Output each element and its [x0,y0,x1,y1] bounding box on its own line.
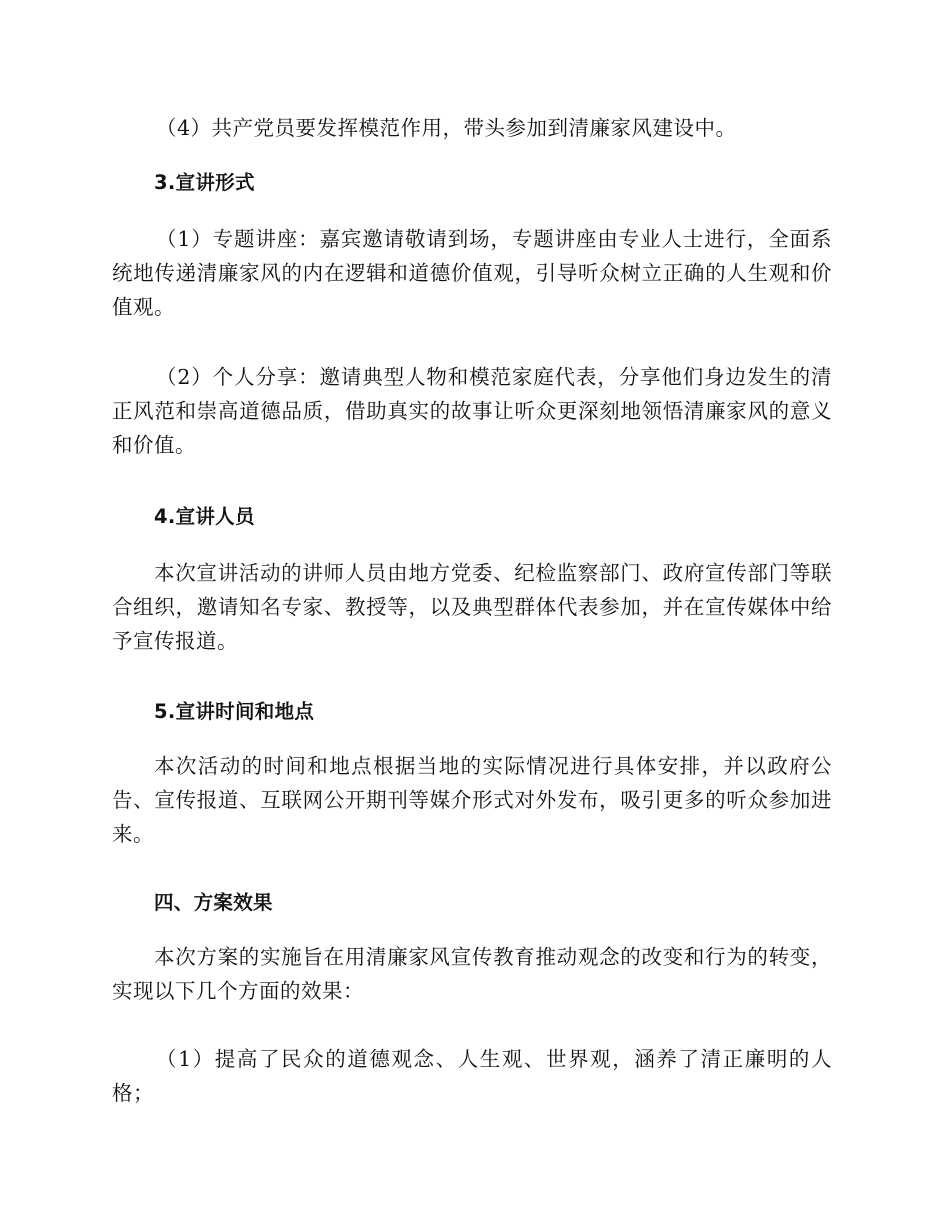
paragraph-effect-1: （1）提高了民众的道德观念、人生观、世界观，涵养了清正廉明的人格； [112,1047,832,1105]
paragraph-format-lecture: （1）专题讲座：嘉宾邀请敬请到场，专题讲座由专业人士进行，全面系统地传递清廉家风的内在逻辑和道德价值观，引导听众树立正确的人生观和价值观。 [112,227,832,319]
heading-time-location: 5.宣讲时间和地点 [154,700,315,723]
paragraph-time-location: 本次活动的时间和地点根据当地的实际情况进行具体安排，并以政府公告、宣传报道、互联网公开期刊等媒介形式对外发布，吸引更多的听众参加进来。 [112,754,832,846]
paragraph-plan-effect: 本次方案的实施旨在用清廉家风宣传教育推动观念的改变和行为的转变，实现以下几个方面的效果： [112,945,832,1003]
heading-presenters: 4.宣讲人员 [154,505,255,528]
paragraph-format-sharing: （2）个人分享：邀请典型人物和模范家庭代表，分享他们身边发生的清正风范和崇高道德品质，借助真实的故事让听众更深刻地领悟清廉家风的意义和价值。 [112,365,832,457]
paragraph-presenters: 本次宣讲活动的讲师人员由地方党委、纪检监察部门、政府宣传部门等联合组织，邀请知名专家、教授等，以及典型群体代表参加，并在宣传媒体中给予宣传报道。 [112,561,832,653]
heading-plan-effect: 四、方案效果 [154,891,273,914]
heading-presentation-format: 3.宣讲形式 [154,171,255,194]
paragraph-item-4: （4）共产党员要发挥模范作用，带头参加到清廉家风建设中。 [156,116,737,140]
